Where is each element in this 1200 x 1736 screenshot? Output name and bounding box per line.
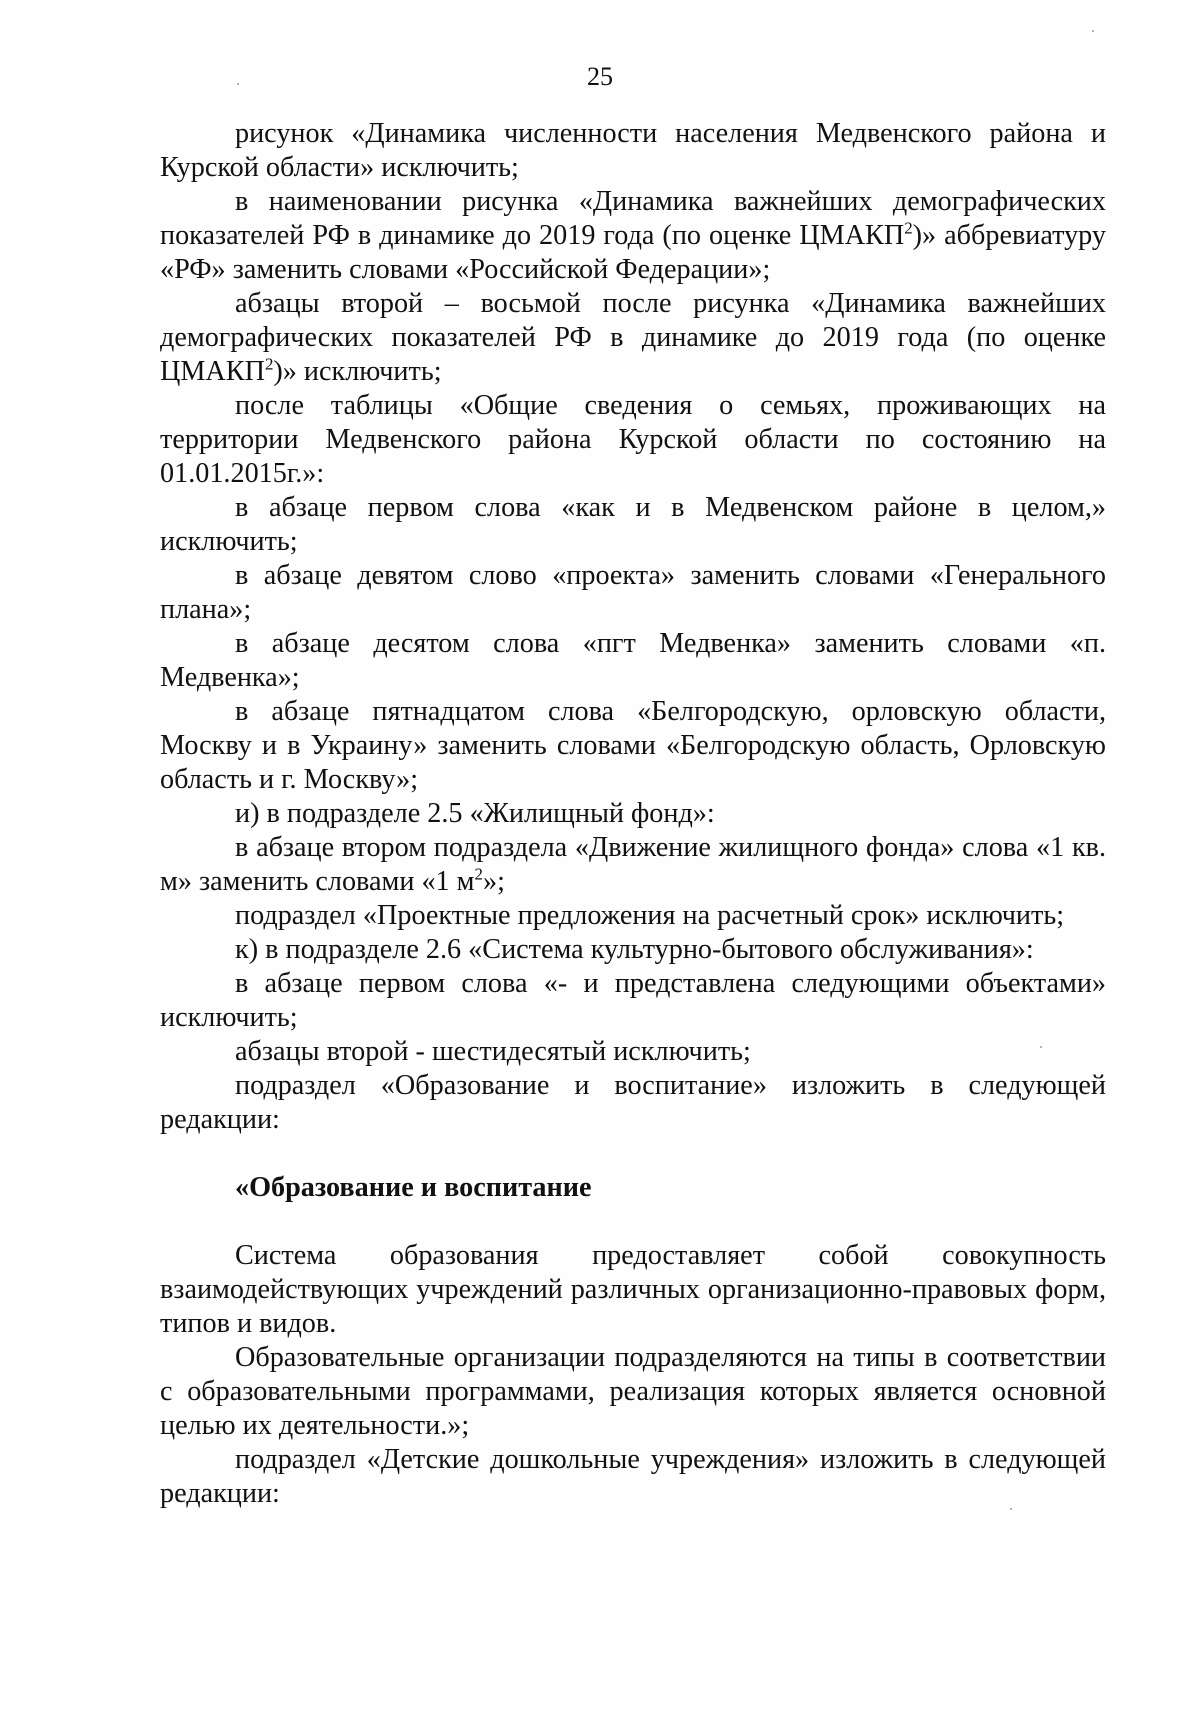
scan-speck (237, 83, 239, 85)
paragraph: в наименовании рисунка «Динамика важнейших демографических показателей РФ в динамике до 2019 года (по оценке ЦМАКП$^2$)» аббревиатуру «РФ» заменить словами «Российской Федерации»; (160, 186, 1106, 285)
paragraph: после таблицы «Общие сведения о семьях, проживающих на территории Медвенского района Курской области по состоянию на 01.01.2015г.»: (160, 390, 1106, 489)
scan-speck (1040, 1046, 1042, 1048)
paragraph: к) в подразделе 2.6 «Система культурно-бытового обслуживания»: (235, 934, 1034, 965)
paragraph: Система образования предоставляет собой совокупность взаимодействующих учреждений различных организационно-правовых форм, типов и видов. (160, 1240, 1106, 1339)
superscript: 2 (474, 864, 483, 884)
section-heading: «Образование и воспитание (235, 1172, 592, 1203)
paragraph: в абзаце первом слова «как и в Медвенском районе в целом,» исключить; (160, 492, 1106, 557)
paragraph: абзацы второй - шестидесятый исключить; (235, 1036, 751, 1067)
paragraph: в абзаце девятом слово «проекта» заменить словами «Генерального плана»; (160, 560, 1106, 625)
paragraph: в абзаце десятом слова «пгт Медвенка» заменить словами «п. Медвенка»; (160, 628, 1106, 693)
paragraph: подраздел «Проектные предложения на расчетный срок» исключить; (235, 900, 1065, 931)
paragraph: Образовательные организации подразделяются на типы в соответствии с образовательными программами, реализация которых является основной целью их деятельности.»; (160, 1342, 1106, 1441)
superscript: 2 (264, 354, 274, 374)
paragraph: в абзаце пятнадцатом слова «Белгородскую, орловскую области, Москву и в Украину» заменить словами «Белгородскую область, Орловскую область и г. Москву»; (160, 696, 1106, 795)
superscript: 2 (904, 218, 913, 238)
paragraph: рисунок «Динамика численности населения Медвенского района и Курской области» исключить; (160, 118, 1106, 183)
paragraph: в абзаце втором подраздела «Движение жилищного фонда» слова «1 кв. м» заменить словами «1 $м^2$»; (160, 832, 1106, 897)
paragraph: подраздел «Образование и воспитание» изложить в следующей редакции: (160, 1070, 1106, 1135)
page-number: 25 (587, 62, 613, 91)
scan-speck (1010, 1508, 1012, 1510)
paragraph: абзацы второй – восьмой после рисунка «Динамика важнейших демографических показателей РФ в динамике до 2019 года (по оценке ЦМАКП$^2$)» исключить; (160, 288, 1106, 387)
document-body (160, 117, 1106, 1511)
paragraph: в абзаце первом слова «- и представлена следующими объектами» исключить; (160, 968, 1106, 1033)
paragraph: и) в подразделе 2.5 «Жилищный фонд»: (235, 798, 715, 829)
scan-speck (1092, 30, 1094, 32)
paragraph: подраздел «Детские дошкольные учреждения» изложить в следующей редакции: (160, 1444, 1106, 1509)
